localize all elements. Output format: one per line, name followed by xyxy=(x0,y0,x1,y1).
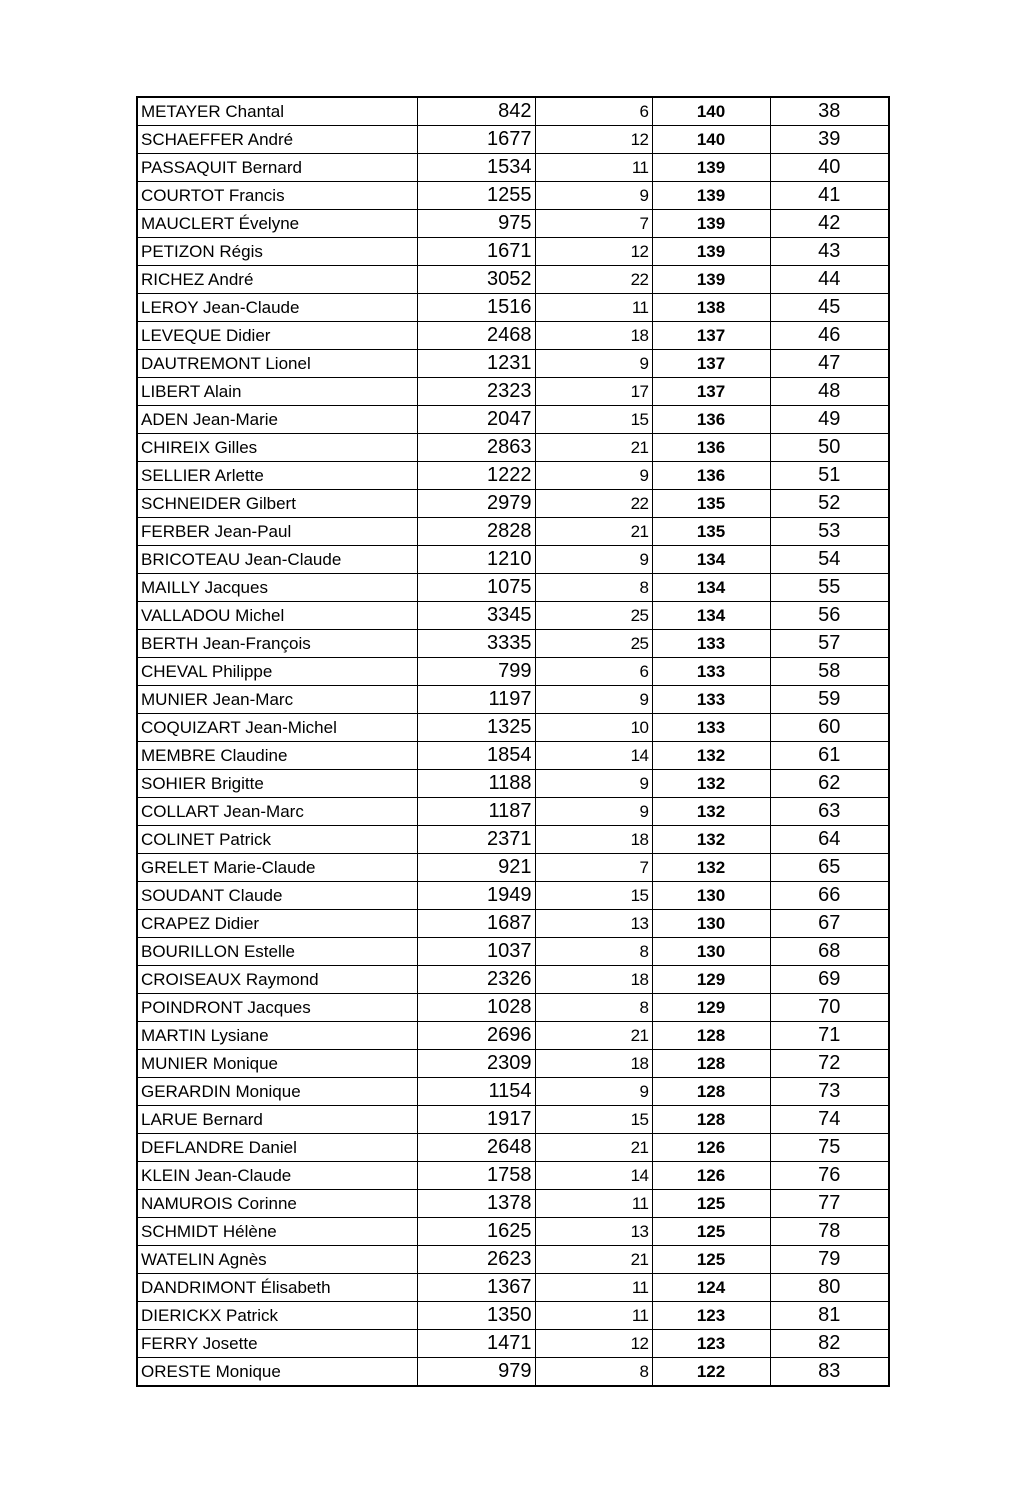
table-row xyxy=(137,658,889,686)
player-name-cell: SCHNEIDER Gilbert xyxy=(137,490,417,518)
rank-cell: 70 xyxy=(770,994,889,1022)
average-cell: 137 xyxy=(652,378,770,406)
table-row xyxy=(137,1358,889,1387)
table-row xyxy=(137,770,889,798)
table-row xyxy=(137,294,889,322)
total-points-cell: 1075 xyxy=(417,574,535,602)
average-cell: 136 xyxy=(652,462,770,490)
player-name-cell: MARTIN Lysiane xyxy=(137,1022,417,1050)
total-points-cell: 1325 xyxy=(417,714,535,742)
table-row xyxy=(137,686,889,714)
table-row xyxy=(137,126,889,154)
player-name-cell: ADEN Jean-Marie xyxy=(137,406,417,434)
game-count-cell: 11 xyxy=(535,154,652,182)
table-row xyxy=(137,1162,889,1190)
average-cell: 129 xyxy=(652,966,770,994)
average-cell: 139 xyxy=(652,210,770,238)
total-points-cell: 1210 xyxy=(417,546,535,574)
rank-cell: 82 xyxy=(770,1330,889,1358)
table-row xyxy=(137,322,889,350)
game-count-cell: 22 xyxy=(535,490,652,518)
player-name-cell: MEMBRE Claudine xyxy=(137,742,417,770)
game-count-cell: 9 xyxy=(535,798,652,826)
total-points-cell: 2648 xyxy=(417,1134,535,1162)
total-points-cell: 3052 xyxy=(417,266,535,294)
player-name-cell: BOURILLON Estelle xyxy=(137,938,417,966)
average-cell: 123 xyxy=(652,1330,770,1358)
table-row xyxy=(137,518,889,546)
game-count-cell: 21 xyxy=(535,1022,652,1050)
game-count-cell: 17 xyxy=(535,378,652,406)
game-count-cell: 21 xyxy=(535,434,652,462)
average-cell: 128 xyxy=(652,1022,770,1050)
table-row xyxy=(137,910,889,938)
rank-cell: 47 xyxy=(770,350,889,378)
game-count-cell: 11 xyxy=(535,1190,652,1218)
total-points-cell: 2828 xyxy=(417,518,535,546)
rank-cell: 41 xyxy=(770,182,889,210)
rank-cell: 69 xyxy=(770,966,889,994)
rank-cell: 59 xyxy=(770,686,889,714)
table-row xyxy=(137,210,889,238)
game-count-cell: 14 xyxy=(535,1162,652,1190)
average-cell: 126 xyxy=(652,1134,770,1162)
average-cell: 125 xyxy=(652,1218,770,1246)
total-points-cell: 2371 xyxy=(417,826,535,854)
player-name-cell: CRAPEZ Didier xyxy=(137,910,417,938)
total-points-cell: 2863 xyxy=(417,434,535,462)
rank-cell: 73 xyxy=(770,1078,889,1106)
average-cell: 124 xyxy=(652,1274,770,1302)
rank-cell: 60 xyxy=(770,714,889,742)
table-row xyxy=(137,182,889,210)
rank-cell: 39 xyxy=(770,126,889,154)
player-name-cell: DIERICKX Patrick xyxy=(137,1302,417,1330)
total-points-cell: 3335 xyxy=(417,630,535,658)
rank-cell: 51 xyxy=(770,462,889,490)
rank-cell: 55 xyxy=(770,574,889,602)
game-count-cell: 15 xyxy=(535,1106,652,1134)
game-count-cell: 18 xyxy=(535,322,652,350)
table-row xyxy=(137,1330,889,1358)
rank-cell: 81 xyxy=(770,1302,889,1330)
average-cell: 126 xyxy=(652,1162,770,1190)
table-row xyxy=(137,154,889,182)
total-points-cell: 1255 xyxy=(417,182,535,210)
rank-cell: 54 xyxy=(770,546,889,574)
player-name-cell: MUNIER Monique xyxy=(137,1050,417,1078)
rank-cell: 65 xyxy=(770,854,889,882)
rank-cell: 71 xyxy=(770,1022,889,1050)
ranking-table-body xyxy=(137,97,889,1386)
total-points-cell: 1222 xyxy=(417,462,535,490)
player-name-cell: RICHEZ André xyxy=(137,266,417,294)
game-count-cell: 25 xyxy=(535,630,652,658)
player-name-cell: LIBERT Alain xyxy=(137,378,417,406)
total-points-cell: 2696 xyxy=(417,1022,535,1050)
total-points-cell: 1154 xyxy=(417,1078,535,1106)
rank-cell: 62 xyxy=(770,770,889,798)
game-count-cell: 12 xyxy=(535,1330,652,1358)
game-count-cell: 9 xyxy=(535,686,652,714)
table-row xyxy=(137,854,889,882)
table-row xyxy=(137,630,889,658)
total-points-cell: 1028 xyxy=(417,994,535,1022)
table-row xyxy=(137,714,889,742)
table-row xyxy=(137,266,889,294)
average-cell: 132 xyxy=(652,854,770,882)
player-name-cell: KLEIN Jean-Claude xyxy=(137,1162,417,1190)
player-name-cell: FERRY Josette xyxy=(137,1330,417,1358)
total-points-cell: 842 xyxy=(417,97,535,126)
table-row xyxy=(137,97,889,126)
rank-cell: 50 xyxy=(770,434,889,462)
player-name-cell: DANDRIMONT Élisabeth xyxy=(137,1274,417,1302)
game-count-cell: 10 xyxy=(535,714,652,742)
average-cell: 129 xyxy=(652,994,770,1022)
average-cell: 133 xyxy=(652,714,770,742)
average-cell: 140 xyxy=(652,97,770,126)
average-cell: 133 xyxy=(652,686,770,714)
total-points-cell: 975 xyxy=(417,210,535,238)
game-count-cell: 11 xyxy=(535,1274,652,1302)
table-row xyxy=(137,742,889,770)
average-cell: 128 xyxy=(652,1106,770,1134)
table-row xyxy=(137,1218,889,1246)
rank-cell: 45 xyxy=(770,294,889,322)
rank-cell: 53 xyxy=(770,518,889,546)
total-points-cell: 2468 xyxy=(417,322,535,350)
total-points-cell: 1917 xyxy=(417,1106,535,1134)
table-row xyxy=(137,378,889,406)
total-points-cell: 1367 xyxy=(417,1274,535,1302)
player-name-cell: METAYER Chantal xyxy=(137,97,417,126)
player-name-cell: NAMUROIS Corinne xyxy=(137,1190,417,1218)
game-count-cell: 9 xyxy=(535,546,652,574)
total-points-cell: 2979 xyxy=(417,490,535,518)
player-name-cell: COLINET Patrick xyxy=(137,826,417,854)
rank-cell: 74 xyxy=(770,1106,889,1134)
player-name-cell: LEVEQUE Didier xyxy=(137,322,417,350)
player-name-cell: PASSAQUIT Bernard xyxy=(137,154,417,182)
total-points-cell: 1187 xyxy=(417,798,535,826)
rank-cell: 43 xyxy=(770,238,889,266)
total-points-cell: 799 xyxy=(417,658,535,686)
game-count-cell: 11 xyxy=(535,1302,652,1330)
average-cell: 136 xyxy=(652,406,770,434)
total-points-cell: 2309 xyxy=(417,1050,535,1078)
table-row xyxy=(137,434,889,462)
rank-cell: 40 xyxy=(770,154,889,182)
player-name-cell: MAILLY Jacques xyxy=(137,574,417,602)
player-name-cell: POINDRONT Jacques xyxy=(137,994,417,1022)
player-name-cell: WATELIN Agnès xyxy=(137,1246,417,1274)
table-row xyxy=(137,1302,889,1330)
table-row xyxy=(137,546,889,574)
game-count-cell: 9 xyxy=(535,1078,652,1106)
player-name-cell: VALLADOU Michel xyxy=(137,602,417,630)
total-points-cell: 1949 xyxy=(417,882,535,910)
game-count-cell: 9 xyxy=(535,462,652,490)
table-row xyxy=(137,490,889,518)
player-name-cell: CHIREIX Gilles xyxy=(137,434,417,462)
table-row xyxy=(137,1106,889,1134)
average-cell: 130 xyxy=(652,882,770,910)
average-cell: 128 xyxy=(652,1078,770,1106)
table-row xyxy=(137,826,889,854)
table-row xyxy=(137,350,889,378)
player-name-cell: CROISEAUX Raymond xyxy=(137,966,417,994)
average-cell: 130 xyxy=(652,938,770,966)
total-points-cell: 1037 xyxy=(417,938,535,966)
player-name-cell: BRICOTEAU Jean-Claude xyxy=(137,546,417,574)
average-cell: 123 xyxy=(652,1302,770,1330)
average-cell: 139 xyxy=(652,266,770,294)
game-count-cell: 18 xyxy=(535,826,652,854)
average-cell: 132 xyxy=(652,798,770,826)
player-name-cell: SOUDANT Claude xyxy=(137,882,417,910)
game-count-cell: 12 xyxy=(535,126,652,154)
player-name-cell: DEFLANDRE Daniel xyxy=(137,1134,417,1162)
rank-cell: 64 xyxy=(770,826,889,854)
rank-cell: 38 xyxy=(770,97,889,126)
average-cell: 132 xyxy=(652,770,770,798)
player-name-cell: CHEVAL Philippe xyxy=(137,658,417,686)
player-name-cell: SOHIER Brigitte xyxy=(137,770,417,798)
player-name-cell: BERTH Jean-François xyxy=(137,630,417,658)
average-cell: 137 xyxy=(652,350,770,378)
game-count-cell: 8 xyxy=(535,574,652,602)
player-name-cell: GERARDIN Monique xyxy=(137,1078,417,1106)
game-count-cell: 6 xyxy=(535,658,652,686)
game-count-cell: 7 xyxy=(535,854,652,882)
rank-cell: 57 xyxy=(770,630,889,658)
table-row xyxy=(137,1274,889,1302)
game-count-cell: 14 xyxy=(535,742,652,770)
average-cell: 137 xyxy=(652,322,770,350)
total-points-cell: 3345 xyxy=(417,602,535,630)
player-name-cell: ORESTE Monique xyxy=(137,1358,417,1387)
average-cell: 122 xyxy=(652,1358,770,1387)
player-name-cell: LARUE Bernard xyxy=(137,1106,417,1134)
player-name-cell: LEROY Jean-Claude xyxy=(137,294,417,322)
table-row xyxy=(137,938,889,966)
rank-cell: 61 xyxy=(770,742,889,770)
table-row xyxy=(137,1246,889,1274)
game-count-cell: 7 xyxy=(535,210,652,238)
player-name-cell: GRELET Marie-Claude xyxy=(137,854,417,882)
table-row xyxy=(137,1190,889,1218)
game-count-cell: 8 xyxy=(535,938,652,966)
rank-cell: 56 xyxy=(770,602,889,630)
game-count-cell: 11 xyxy=(535,294,652,322)
table-row xyxy=(137,1134,889,1162)
rank-cell: 76 xyxy=(770,1162,889,1190)
table-row xyxy=(137,602,889,630)
rank-cell: 58 xyxy=(770,658,889,686)
rank-cell: 44 xyxy=(770,266,889,294)
total-points-cell: 2326 xyxy=(417,966,535,994)
average-cell: 133 xyxy=(652,658,770,686)
average-cell: 139 xyxy=(652,154,770,182)
game-count-cell: 9 xyxy=(535,182,652,210)
table-row xyxy=(137,994,889,1022)
table-row xyxy=(137,574,889,602)
total-points-cell: 1677 xyxy=(417,126,535,154)
average-cell: 134 xyxy=(652,602,770,630)
total-points-cell: 1534 xyxy=(417,154,535,182)
game-count-cell: 6 xyxy=(535,97,652,126)
rank-cell: 77 xyxy=(770,1190,889,1218)
rank-cell: 49 xyxy=(770,406,889,434)
total-points-cell: 1350 xyxy=(417,1302,535,1330)
total-points-cell: 979 xyxy=(417,1358,535,1387)
table-row xyxy=(137,798,889,826)
table-row xyxy=(137,1078,889,1106)
player-name-cell: SCHAEFFER André xyxy=(137,126,417,154)
rank-cell: 68 xyxy=(770,938,889,966)
game-count-cell: 15 xyxy=(535,882,652,910)
average-cell: 125 xyxy=(652,1190,770,1218)
rank-cell: 72 xyxy=(770,1050,889,1078)
rank-cell: 75 xyxy=(770,1134,889,1162)
total-points-cell: 2047 xyxy=(417,406,535,434)
rank-cell: 63 xyxy=(770,798,889,826)
ranking-table xyxy=(136,96,890,1387)
table-row xyxy=(137,882,889,910)
total-points-cell: 921 xyxy=(417,854,535,882)
average-cell: 139 xyxy=(652,238,770,266)
player-name-cell: SCHMIDT Hélène xyxy=(137,1218,417,1246)
rank-cell: 78 xyxy=(770,1218,889,1246)
total-points-cell: 2323 xyxy=(417,378,535,406)
player-name-cell: FERBER Jean-Paul xyxy=(137,518,417,546)
average-cell: 128 xyxy=(652,1050,770,1078)
rank-cell: 46 xyxy=(770,322,889,350)
rank-cell: 83 xyxy=(770,1358,889,1387)
game-count-cell: 13 xyxy=(535,1218,652,1246)
total-points-cell: 1687 xyxy=(417,910,535,938)
table-row xyxy=(137,406,889,434)
average-cell: 135 xyxy=(652,518,770,546)
rank-cell: 42 xyxy=(770,210,889,238)
total-points-cell: 1671 xyxy=(417,238,535,266)
average-cell: 133 xyxy=(652,630,770,658)
average-cell: 132 xyxy=(652,742,770,770)
table-row xyxy=(137,462,889,490)
player-name-cell: PETIZON Régis xyxy=(137,238,417,266)
player-name-cell: COURTOT Francis xyxy=(137,182,417,210)
player-name-cell: COLLART Jean-Marc xyxy=(137,798,417,826)
game-count-cell: 12 xyxy=(535,238,652,266)
game-count-cell: 15 xyxy=(535,406,652,434)
rank-cell: 66 xyxy=(770,882,889,910)
average-cell: 125 xyxy=(652,1246,770,1274)
table-row xyxy=(137,966,889,994)
average-cell: 135 xyxy=(652,490,770,518)
player-name-cell: COQUIZART Jean-Michel xyxy=(137,714,417,742)
rank-cell: 79 xyxy=(770,1246,889,1274)
game-count-cell: 21 xyxy=(535,1134,652,1162)
game-count-cell: 21 xyxy=(535,1246,652,1274)
table-row xyxy=(137,1022,889,1050)
average-cell: 136 xyxy=(652,434,770,462)
player-name-cell: MUNIER Jean-Marc xyxy=(137,686,417,714)
average-cell: 132 xyxy=(652,826,770,854)
game-count-cell: 9 xyxy=(535,350,652,378)
total-points-cell: 1197 xyxy=(417,686,535,714)
game-count-cell: 25 xyxy=(535,602,652,630)
game-count-cell: 22 xyxy=(535,266,652,294)
total-points-cell: 1625 xyxy=(417,1218,535,1246)
total-points-cell: 2623 xyxy=(417,1246,535,1274)
player-name-cell: MAUCLERT Évelyne xyxy=(137,210,417,238)
rank-cell: 67 xyxy=(770,910,889,938)
average-cell: 140 xyxy=(652,126,770,154)
table-row xyxy=(137,238,889,266)
total-points-cell: 1516 xyxy=(417,294,535,322)
average-cell: 134 xyxy=(652,546,770,574)
table-row xyxy=(137,1050,889,1078)
rank-cell: 48 xyxy=(770,378,889,406)
player-name-cell: SELLIER Arlette xyxy=(137,462,417,490)
game-count-cell: 13 xyxy=(535,910,652,938)
game-count-cell: 18 xyxy=(535,1050,652,1078)
average-cell: 130 xyxy=(652,910,770,938)
game-count-cell: 18 xyxy=(535,966,652,994)
total-points-cell: 1188 xyxy=(417,770,535,798)
total-points-cell: 1471 xyxy=(417,1330,535,1358)
game-count-cell: 21 xyxy=(535,518,652,546)
game-count-cell: 8 xyxy=(535,994,652,1022)
average-cell: 134 xyxy=(652,574,770,602)
average-cell: 138 xyxy=(652,294,770,322)
game-count-cell: 8 xyxy=(535,1358,652,1387)
total-points-cell: 1378 xyxy=(417,1190,535,1218)
rank-cell: 52 xyxy=(770,490,889,518)
rank-cell: 80 xyxy=(770,1274,889,1302)
total-points-cell: 1758 xyxy=(417,1162,535,1190)
game-count-cell: 9 xyxy=(535,770,652,798)
average-cell: 139 xyxy=(652,182,770,210)
total-points-cell: 1854 xyxy=(417,742,535,770)
player-name-cell: DAUTREMONT Lionel xyxy=(137,350,417,378)
total-points-cell: 1231 xyxy=(417,350,535,378)
